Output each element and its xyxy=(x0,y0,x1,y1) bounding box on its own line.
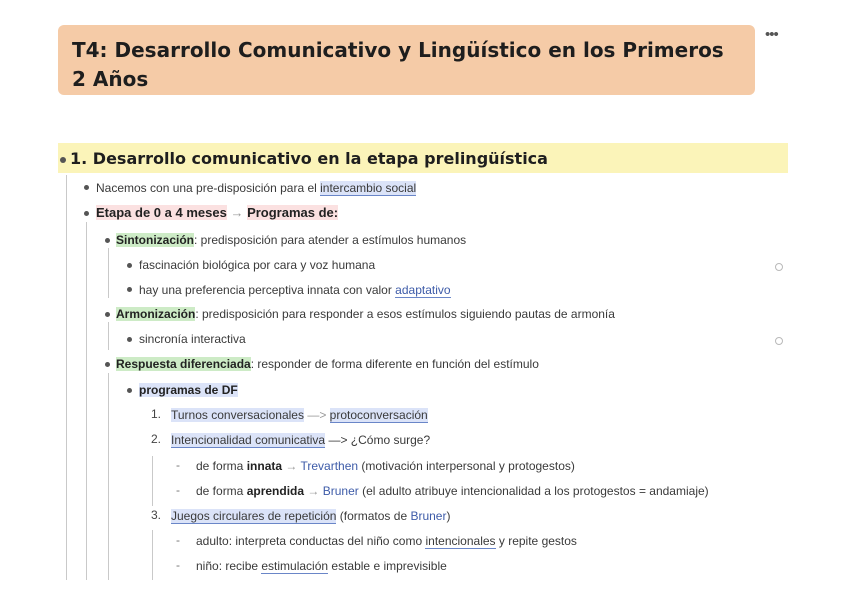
item-text: fascinación biológica por cara y voz humana xyxy=(139,258,376,272)
arrow-icon: → xyxy=(304,484,323,498)
list-item xyxy=(96,180,416,196)
bold-text: innata xyxy=(246,459,283,473)
list-item xyxy=(116,306,615,322)
list-item xyxy=(139,257,375,273)
page-link[interactable]: Bruner xyxy=(322,484,359,498)
dash-marker: - xyxy=(176,458,180,472)
arrow-icon: → xyxy=(282,459,301,473)
item-text: de forma xyxy=(196,459,247,473)
arrow-icon: —> xyxy=(307,408,327,422)
item-text: y repite gestos xyxy=(495,534,577,548)
page-link[interactable]: estimulación xyxy=(261,559,329,573)
bullet-icon[interactable] xyxy=(84,211,89,216)
highlight-text: Armonización xyxy=(116,307,196,321)
item-text: (motivación interpersonal y protogestos) xyxy=(358,459,575,473)
item-text: adulto: interpreta conductas del niño como xyxy=(196,534,426,548)
list-item xyxy=(116,356,539,372)
list-item xyxy=(196,458,575,474)
bullet-icon[interactable] xyxy=(105,312,110,317)
item-text: (el adulto atribuye intencionalidad a los protogestos = andamiaje) xyxy=(358,484,709,498)
list-item xyxy=(139,331,246,347)
list-item xyxy=(96,205,338,221)
page-link[interactable]: Trevarthen xyxy=(300,459,359,473)
arrow-icon: → xyxy=(230,205,244,220)
item-text: ) xyxy=(446,509,451,523)
list-item xyxy=(139,282,451,298)
item-text: sincronía interactiva xyxy=(139,332,246,346)
page-link[interactable]: Juegos circulares de repetición xyxy=(171,509,337,523)
indent-guide xyxy=(108,248,109,298)
item-text: —> ¿Cómo surge? xyxy=(325,433,431,447)
item-text: (formatos de xyxy=(336,509,411,523)
dash-marker: - xyxy=(176,533,180,547)
item-text: estable e imprevisible xyxy=(328,559,447,573)
page-link[interactable]: Bruner xyxy=(410,509,447,523)
indent-guide xyxy=(66,175,67,580)
bold-text: aprendida xyxy=(246,484,305,498)
highlight-text: Etapa de 0 a 4 meses xyxy=(96,205,227,220)
dash-marker: - xyxy=(176,558,180,572)
highlight-text: Turnos conversacionales xyxy=(171,408,304,422)
page-link[interactable]: intencionales xyxy=(425,534,496,548)
dash-marker: - xyxy=(176,483,180,497)
settings-icon[interactable] xyxy=(775,263,783,271)
page-link[interactable]: intercambio social xyxy=(320,181,417,195)
bullet-icon[interactable] xyxy=(60,157,66,163)
more-options-icon[interactable]: ••• xyxy=(765,26,778,43)
list-item xyxy=(139,382,238,398)
highlight-text: Sintonización xyxy=(116,233,194,247)
page-link[interactable]: protoconversación xyxy=(329,408,428,422)
list-item xyxy=(171,432,430,448)
indent-guide xyxy=(152,456,153,506)
list-item xyxy=(196,533,577,549)
indent-guide xyxy=(108,373,109,580)
page-title: T4: Desarrollo Comunicativo y Lingüístico en los Primeros 2 Años xyxy=(58,25,755,95)
bullet-icon[interactable] xyxy=(127,263,132,268)
highlight-text: programas de DF xyxy=(139,383,238,397)
bullet-icon[interactable] xyxy=(105,362,110,367)
list-item xyxy=(116,232,466,248)
item-text: Nacemos con una pre-disposición para el xyxy=(96,181,321,195)
list-item xyxy=(196,558,447,574)
highlight-text: Programas de: xyxy=(247,205,339,220)
bullet-icon[interactable] xyxy=(127,388,132,393)
section-title: 1. Desarrollo comunicativo en la etapa prelingüística xyxy=(70,149,548,168)
list-item xyxy=(171,407,428,423)
list-item xyxy=(171,508,450,524)
indent-guide xyxy=(108,322,109,350)
item-text: : predisposición para atender a estímulos humanos xyxy=(194,233,467,247)
item-text: : predisposición para responder a esos estímulos siguiendo pautas de armonía xyxy=(195,307,615,321)
bullet-icon[interactable] xyxy=(127,287,132,292)
list-number: 2. xyxy=(151,432,162,446)
item-text: de forma xyxy=(196,484,247,498)
settings-icon[interactable] xyxy=(775,337,783,345)
list-number: 3. xyxy=(151,508,162,522)
bullet-icon[interactable] xyxy=(84,185,89,190)
list-item xyxy=(196,483,709,499)
bullet-icon[interactable] xyxy=(127,337,132,342)
indent-guide xyxy=(86,222,87,580)
page-link[interactable]: adaptativo xyxy=(395,283,451,297)
item-text: hay una preferencia perceptiva innata con valor xyxy=(139,283,396,297)
item-text: : responder de forma diferente en función del estímulo xyxy=(250,357,539,371)
indent-guide xyxy=(152,530,153,580)
highlight-text: Respuesta diferenciada xyxy=(116,357,251,371)
page-link[interactable]: Intencionalidad comunicativa xyxy=(171,433,326,447)
list-number: 1. xyxy=(151,407,162,421)
item-text: niño: recibe xyxy=(196,559,262,573)
bullet-icon[interactable] xyxy=(105,238,110,243)
